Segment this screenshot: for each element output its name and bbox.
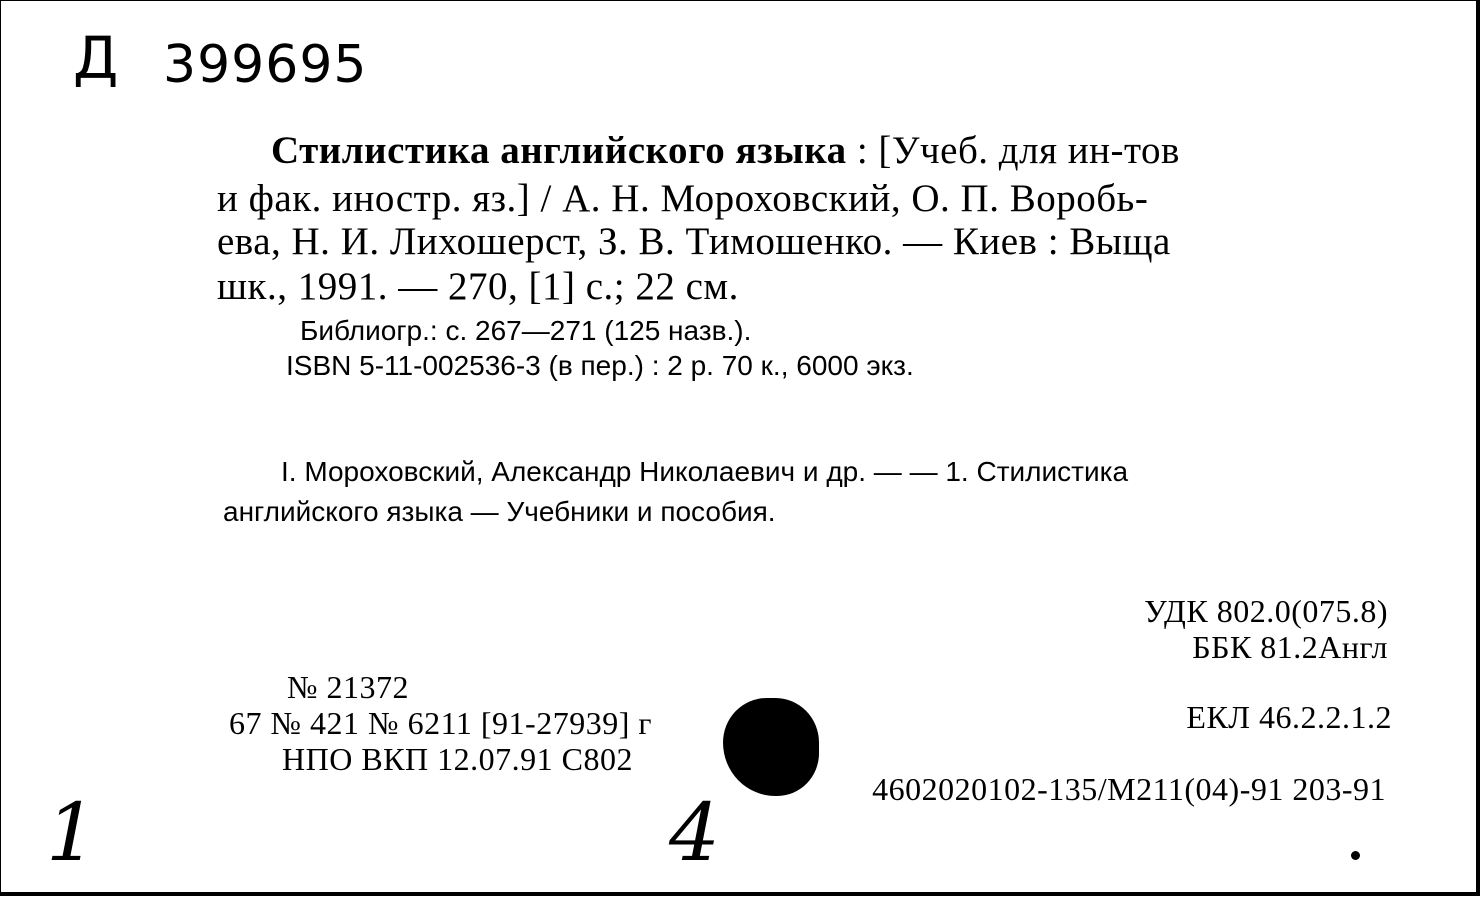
handwritten-mark-center: 4 — [669, 786, 720, 879]
title-rest: : [Учеб. для ин-тов — [846, 129, 1180, 172]
stray-dot — [1351, 851, 1360, 860]
ekl-code: ЕКЛ 46.2.2.1.2 — [1186, 699, 1392, 735]
shelf-number: 399695 — [163, 35, 368, 95]
added-entry-line-2: английского языка — Учебники и пособия. — [223, 496, 776, 527]
handwritten-mark-left: 1 — [46, 786, 97, 879]
title-line-3: ева, Н. И. Лихошерст, З. В. Тимошенко. — Киев : Выща — [217, 220, 1171, 263]
title-line-1 — [271, 131, 1180, 170]
print-info-line-3: НПО ВКП 12.07.91 С802 — [282, 741, 633, 777]
isbn-note: ISBN 5-11-002536-3 (в пер.) : 2 р. 70 к., 6000 экз. — [286, 350, 914, 381]
order-number: № 21372 — [287, 669, 410, 705]
ink-blot — [723, 698, 819, 796]
title-line-4: шк., 1991. — 270, [1] с.; 22 см. — [217, 265, 739, 308]
print-info-line-2: 67 № 421 № 6211 [91-27939] г — [229, 705, 652, 741]
bbk-code: ББК 81.2Англ — [1192, 629, 1388, 665]
title-bold: Стилистика английского языка — [271, 129, 847, 172]
publication-code: 4602020102-135/М211(04)-91 203-91 — [872, 771, 1386, 807]
added-entry-line-1: I. Мороховский, Александр Николаевич и др. — — 1. Стилистика — [281, 456, 1129, 487]
bibliography-note: Библиогр.: с. 267—271 (125 назв.). — [300, 315, 752, 346]
title-line-2: и фак. иностр. яз.] / А. Н. Мороховский, О. П. Воробь- — [217, 177, 1149, 220]
udk-code: УДК 802.0(075.8) — [1144, 593, 1388, 629]
shelf-letter: Д — [73, 24, 119, 92]
